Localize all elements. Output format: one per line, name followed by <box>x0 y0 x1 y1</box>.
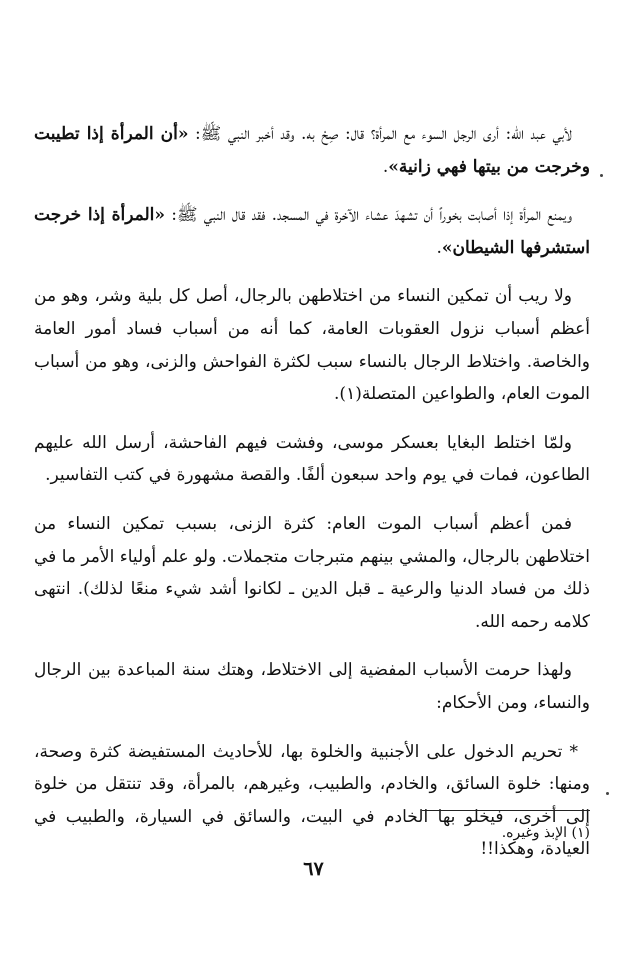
paragraph <box>34 508 590 638</box>
scan-speck <box>606 792 609 795</box>
text-run: . <box>436 237 442 258</box>
hadith-quote: «أن المرأة إذا تطيبت وخرجت من بيتها فهي زانية» <box>34 124 590 177</box>
paragraph <box>34 199 590 264</box>
text-run: * تحريم الدخول على الأجنبية والخلوة بها، للأحاديث المستفيضة كثرة وصحة، ومنها: خلوة السائق، والخادم، والطبيب، وغيرهم، بالمرأة، وقد تنتقل من خلوة إلى أخرى، فيخلو بها الخادم في البيت، والسائق في السيارة، والطبيب في العيادة، وهكذا!! <box>34 741 590 860</box>
text-run: ولهذا حرمت الأسباب المفضية إلى الاختلاط، وهتك سنة المباعدة بين الرجال والنساء، ومن الأحكام: <box>34 660 590 713</box>
text-run: لأبي عبد الله: أرى الرجل السوء مع المرأة؟ قال: صِحْ به. وقد أخبر النبي ﷺ: <box>188 124 572 144</box>
page-number: ٦٧ <box>303 858 324 880</box>
paragraph <box>34 427 590 492</box>
paragraph <box>34 118 590 183</box>
bullet-paragraph <box>34 736 590 866</box>
body-text <box>34 118 590 882</box>
footnote: (١) الإبذ وغيره. <box>501 825 590 841</box>
text-run: ولا ريب أن تمكين النساء من اختلاطهن بالرجال، أصل كل بلية وشر، وهو من أعظم أسباب نزول العقوبات العامة، كما أنه من أسباب فساد أمور العامة والخاصة. واختلاط الرجال بالنساء سبب لكثرة الفواحش والزنى، وهو من أسباب الموت العام، والطواعين المتصلة(١). <box>34 286 590 405</box>
text-run: فمن أعظم أسباب الموت العام: كثرة الزنى، بسبب تمكين النساء من اختلاطهن بالرجال، والمشي بينهم متبرجات متجملات. ولو علم أولياء الأمر ما في ذلك من فساد الدنيا والرعية ـ قبل الدين ـ لكانوا أشد شيء منعًا لذلك). انتهى كلامه رحمه الله. <box>34 513 590 632</box>
hadith-quote: «المرأة إذا خرجت استشرفها الشيطان» <box>34 205 590 258</box>
paragraph <box>34 280 590 410</box>
scan-speck <box>600 174 603 177</box>
text-run: ويمنع المرأة إذا أصابت بخوراً أن تشهدَ عشاء الآخرة في المسجد. فقد قال النبي ﷺ: <box>164 205 573 226</box>
paragraph <box>34 654 590 719</box>
footnote-divider <box>422 810 590 811</box>
text-run: . <box>382 156 389 177</box>
text-run: ولمّا اختلط البغايا بعسكر موسى، وفشت فيهم الفاحشة، أرسل الله عليهم الطاعون، فمات في يوم واحد سبعون ألفًا. والقصة مشهورة في كتب التفاسير. <box>34 432 590 486</box>
